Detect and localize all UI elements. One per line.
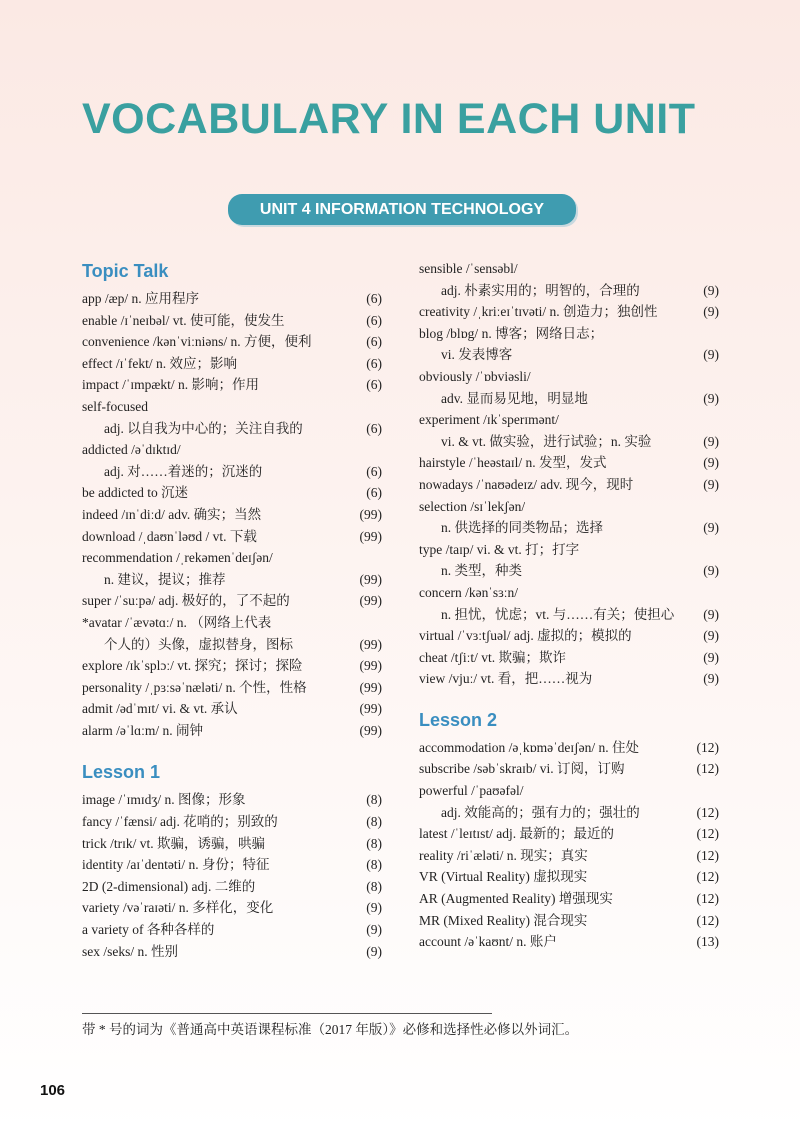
vocab-entry (82, 833, 382, 855)
vocab-entry (82, 310, 382, 332)
vocab-entry-text: n. 供选择的同类物品；选择 (441, 520, 603, 536)
right-column-list (419, 258, 719, 690)
vocab-entry-text: variety /vəˈraɪəti/ n. 多样化，变化 (82, 900, 274, 916)
vocab-entry-page: (12) (696, 847, 719, 863)
vocab-entry-text: sensible /ˈsensəbl/ (419, 261, 518, 276)
vocab-entry-page: (99) (359, 701, 382, 717)
vocab-entry-text: adj. 朴素实用的；明智的，合理的 (441, 282, 640, 298)
vocab-entry (419, 604, 719, 626)
vocab-entry-text: creativity /ˌkriːeɪˈtɪvəti/ n. 创造力；独创性 (419, 304, 658, 320)
vocab-entry-page: (9) (703, 606, 719, 622)
vocab-entry (82, 331, 382, 353)
vocab-entry (82, 612, 382, 634)
vocab-entry-text: concern /kənˈsɜːn/ (419, 584, 519, 600)
vocab-entry-page: (6) (366, 485, 382, 501)
vocab-entry (82, 418, 382, 440)
vocab-entry (419, 888, 719, 910)
unit-banner-label: UNIT 4 INFORMATION TECHNOLOGY (259, 200, 545, 218)
vocab-entry (419, 539, 719, 561)
lesson-2-list (419, 737, 719, 953)
vocab-entry-text: virtual /ˈvɜːtʃuəl/ adj. 虚拟的；模拟的 (419, 628, 632, 644)
vocab-entry (82, 876, 382, 898)
vocab-entry-text: vi. 发表博客 (441, 347, 513, 363)
vocab-entry-text: enable /ɪˈneɪbəl/ vt. 使可能，使发生 (82, 312, 285, 328)
vocab-entry-text: self-focused (82, 398, 148, 414)
vocab-entry (419, 802, 719, 824)
vocab-entry-text: AR (Augmented Reality) 增强现实 (419, 891, 613, 907)
vocab-entry (419, 496, 719, 518)
vocab-entry (82, 374, 382, 396)
vocab-entry-text: reality /riˈæləti/ n. 现实；真实 (419, 847, 588, 863)
vocab-entry (419, 301, 719, 323)
vocab-entry (82, 941, 382, 963)
vocab-entry-text: download /ˌdaʊnˈləʊd / vt. 下载 (82, 528, 257, 544)
vocab-entry-text: fancy /ˈfænsi/ adj. 花哨的；别致的 (82, 814, 278, 830)
vocab-entry-page: (9) (703, 347, 719, 363)
vocab-entry-text: VR (Virtual Reality) 虚拟现实 (419, 869, 588, 885)
vocab-entry-page: (9) (703, 520, 719, 536)
vocab-entry-page: (12) (696, 804, 719, 820)
vocab-entry-text: convenience /kənˈviːniəns/ n. 方便，便利 (82, 334, 312, 350)
vocab-entry (82, 789, 382, 811)
vocab-entry (419, 344, 719, 366)
vocab-entry-page: (9) (366, 900, 382, 916)
vocab-entry-text: adv. 显而易见地，明显地 (441, 390, 588, 406)
vocab-entry-text: account /əˈkaʊnt/ n. 账户 (419, 934, 557, 950)
vocab-entry-page: (12) (696, 869, 719, 885)
vocab-entry (419, 823, 719, 845)
vocab-entry-page: (99) (359, 722, 382, 738)
vocab-entry-page: (6) (366, 312, 382, 328)
left-column (82, 258, 382, 962)
vocab-entry (82, 547, 382, 569)
vocab-entry-text: n. 担忧，忧虑；vt. 与……有关；使担心 (441, 606, 675, 622)
vocab-entry (82, 634, 382, 656)
vocab-entry-text: adj. 对……着迷的；沉迷的 (104, 463, 263, 479)
vocab-entry-page: (8) (366, 878, 382, 894)
vocab-entry-page: (12) (696, 739, 719, 755)
vocab-entry-page: (6) (366, 420, 382, 436)
vocab-entry-page: (99) (359, 636, 382, 652)
vocab-entry (419, 625, 719, 647)
unit-banner (228, 194, 576, 225)
vocab-entry (82, 655, 382, 677)
section-heading-lesson-2: Lesson 2 (419, 709, 498, 730)
vocab-entry (419, 647, 719, 669)
vocab-entry-text: 个人的）头像，虚拟替身，图标 (104, 636, 293, 652)
vocab-entry (419, 517, 719, 539)
vocab-entry (82, 439, 382, 461)
vocab-entry-page: (9) (703, 476, 719, 492)
vocab-entry-page: (12) (696, 912, 719, 928)
vocab-entry (82, 482, 382, 504)
vocab-entry (419, 560, 719, 582)
vocab-entry-page: (8) (366, 835, 382, 851)
vocab-entry (419, 845, 719, 867)
vocab-entry (419, 474, 719, 496)
vocab-entry-page: (12) (696, 826, 719, 842)
vocab-entry-page: (9) (703, 628, 719, 644)
vocab-entry (82, 526, 382, 548)
vocab-entry-text: 2D (2-dimensional) adj. 二维的 (82, 878, 256, 894)
vocab-entry-page: (9) (703, 304, 719, 320)
section-heading-topic-talk: Topic Talk (82, 261, 169, 281)
vocab-entry-text: indeed /ɪnˈdiːd/ adv. 确实；当然 (82, 506, 262, 522)
vocab-entry-text: cheat /tʃiːt/ vt. 欺骗；欺诈 (419, 649, 566, 665)
vocab-entry-page: (9) (703, 455, 719, 471)
vocab-entry-text: latest /ˈleɪtɪst/ adj. 最新的；最近的 (419, 826, 614, 842)
vocab-entry-text: explore /ɪkˈsplɔː/ vt. 探究；探讨；探险 (82, 658, 303, 674)
vocab-entry (419, 780, 719, 802)
vocab-entry-page: (9) (703, 390, 719, 406)
vocab-entry (82, 720, 382, 742)
vocab-entry-page: (8) (366, 814, 382, 830)
vocab-entry-text: effect /ɪˈfekt/ n. 效应；影响 (82, 355, 237, 371)
vocab-entry (419, 258, 719, 280)
right-column (419, 258, 719, 953)
vocab-entry-page: (99) (359, 528, 382, 544)
vocab-entry-text: nowadays /ˈnaʊədeɪz/ adv. 现今，现时 (419, 476, 634, 492)
vocab-entry-text: be addicted to 沉迷 (82, 485, 189, 501)
vocab-entry-text: experiment /ɪkˈsperɪmənt/ (419, 412, 559, 428)
vocab-entry-text: powerful /ˈpaʊəfəl/ (419, 783, 524, 799)
vocab-entry-page: (6) (366, 355, 382, 371)
vocab-entry-page: (99) (359, 571, 382, 587)
vocab-entry-text: vi. & vt. 做实验，进行试验；n. 实验 (441, 433, 652, 449)
vocab-entry-text: *avatar /ˈævətɑː/ n. （网络上代表 (82, 614, 272, 630)
vocab-entry-page: (8) (366, 792, 382, 808)
vocab-entry-text: subscribe /səbˈskraɪb/ vi. 订阅，订购 (419, 761, 625, 777)
vocab-entry-page: (9) (703, 433, 719, 449)
vocab-entry-text: n. 建议，提议；推荐 (104, 571, 226, 587)
vocab-entry-page: (6) (366, 377, 382, 393)
vocab-entry (419, 582, 719, 604)
vocab-entry-text: personality /ˌpɜːsəˈnæləti/ n. 个性，性格 (82, 679, 307, 695)
vocab-entry-text: n. 类型，种类 (441, 563, 522, 579)
section-heading-lesson-1: Lesson 1 (82, 762, 161, 783)
vocab-entry-text: sex /seks/ n. 性别 (82, 943, 178, 959)
vocab-entry (82, 396, 382, 418)
vocab-entry (419, 431, 719, 453)
vocab-entry-page: (99) (359, 679, 382, 695)
topic-talk-list (82, 288, 382, 741)
vocab-entry (419, 280, 719, 302)
vocab-entry (419, 668, 719, 690)
vocab-entry (82, 569, 382, 591)
vocab-entry-page: (13) (696, 934, 719, 950)
vocab-entry (82, 353, 382, 375)
vocab-entry-page: (12) (696, 891, 719, 907)
vocab-entry-page: (9) (703, 671, 719, 687)
vocab-entry-text: addicted /əˈdɪktɪd/ (82, 442, 181, 458)
vocab-entry-text: recommendation /ˌrekəmenˈdeɪʃən/ (82, 550, 273, 566)
vocab-entry (82, 677, 382, 699)
vocab-entry (82, 811, 382, 833)
vocab-entry-page: (99) (359, 506, 382, 522)
vocab-entry-text: selection /sɪˈlekʃən/ (419, 498, 526, 514)
vocab-entry (82, 919, 382, 941)
vocab-entry (419, 323, 719, 345)
vocab-entry (82, 854, 382, 876)
vocab-entry-page: (9) (703, 282, 719, 298)
footnote-divider (82, 1013, 492, 1014)
vocab-entry-page: (99) (359, 593, 382, 609)
vocab-entry-text: adj. 以自我为中心的；关注自我的 (104, 420, 303, 436)
vocab-entry-text: blog /blɒg/ n. 博客；网络日志； (419, 325, 604, 341)
vocab-entry (419, 758, 719, 780)
vocab-entry (419, 452, 719, 474)
vocab-entry-page: (8) (366, 857, 382, 873)
vocab-entry-text: super /ˈsuːpə/ adj. 极好的，了不起的 (82, 593, 290, 609)
vocab-entry (419, 910, 719, 932)
vocab-entry-text: image /ˈɪmɪdʒ/ n. 图像；形象 (82, 792, 246, 808)
vocab-entry-text: trick /trɪk/ vt. 欺骗，诱骗，哄骗 (82, 835, 265, 851)
vocab-entry-text: hairstyle /ˈheəstaɪl/ n. 发型，发式 (419, 455, 607, 471)
vocab-entry-page: (6) (366, 334, 382, 350)
vocab-entry-text: adj. 效能高的；强有力的；强壮的 (441, 804, 640, 820)
vocab-entry (82, 590, 382, 612)
vocab-entry-text: alarm /əˈlɑːm/ n. 闹钟 (82, 722, 204, 738)
vocab-entry (82, 897, 382, 919)
vocab-entry-text: accommodation /əˌkɒməˈdeɪʃən/ n. 住处 (419, 739, 639, 755)
vocab-entry (82, 288, 382, 310)
vocab-entry-page: (12) (696, 761, 719, 777)
vocab-entry-text: type /taɪp/ vi. & vt. 打；打字 (419, 541, 580, 557)
vocab-entry (82, 461, 382, 483)
vocab-entry-text: identity /aɪˈdentəti/ n. 身份；特征 (82, 857, 270, 873)
page-title: VOCABULARY IN EACH UNIT (82, 95, 696, 143)
vocab-entry-text: view /vjuː/ vt. 看，把……视为 (419, 671, 593, 687)
vocab-entry-text: obviously /ˈɒbviəsli/ (419, 368, 531, 384)
vocab-entry-text: impact /ˈɪmpækt/ n. 影响；作用 (82, 377, 259, 393)
lesson-1-list (82, 789, 382, 962)
vocab-entry-text: MR (Mixed Reality) 混合现实 (419, 912, 588, 928)
vocab-entry-page: (9) (366, 943, 382, 959)
vocab-entry (419, 931, 719, 953)
vocab-entry (419, 366, 719, 388)
page-number: 106 (40, 1082, 66, 1099)
vocab-entry (419, 409, 719, 431)
vocab-entry-page: (6) (366, 463, 382, 479)
vocab-entry-page: (6) (366, 291, 382, 306)
vocab-entry (82, 698, 382, 720)
vocab-entry (419, 388, 719, 410)
vocab-entry-page: (99) (359, 658, 382, 674)
vocab-entry-page: (9) (703, 563, 719, 579)
vocab-entry-text: admit /ədˈmɪt/ vi. & vt. 承认 (82, 701, 238, 717)
vocab-entry-text: a variety of 各种各样的 (82, 922, 215, 938)
footnote: 带 * 号的词为《普通高中英语课程标准（2017 年版）》必修和选择性必修以外词汇。 (82, 1022, 579, 1037)
vocab-entry (419, 737, 719, 759)
vocab-entry-page: (9) (703, 649, 719, 665)
vocab-entry-text: app /æp/ n. 应用程序 (82, 291, 199, 306)
vocab-entry (82, 504, 382, 526)
vocab-entry (419, 866, 719, 888)
vocab-entry-page: (9) (366, 922, 382, 938)
